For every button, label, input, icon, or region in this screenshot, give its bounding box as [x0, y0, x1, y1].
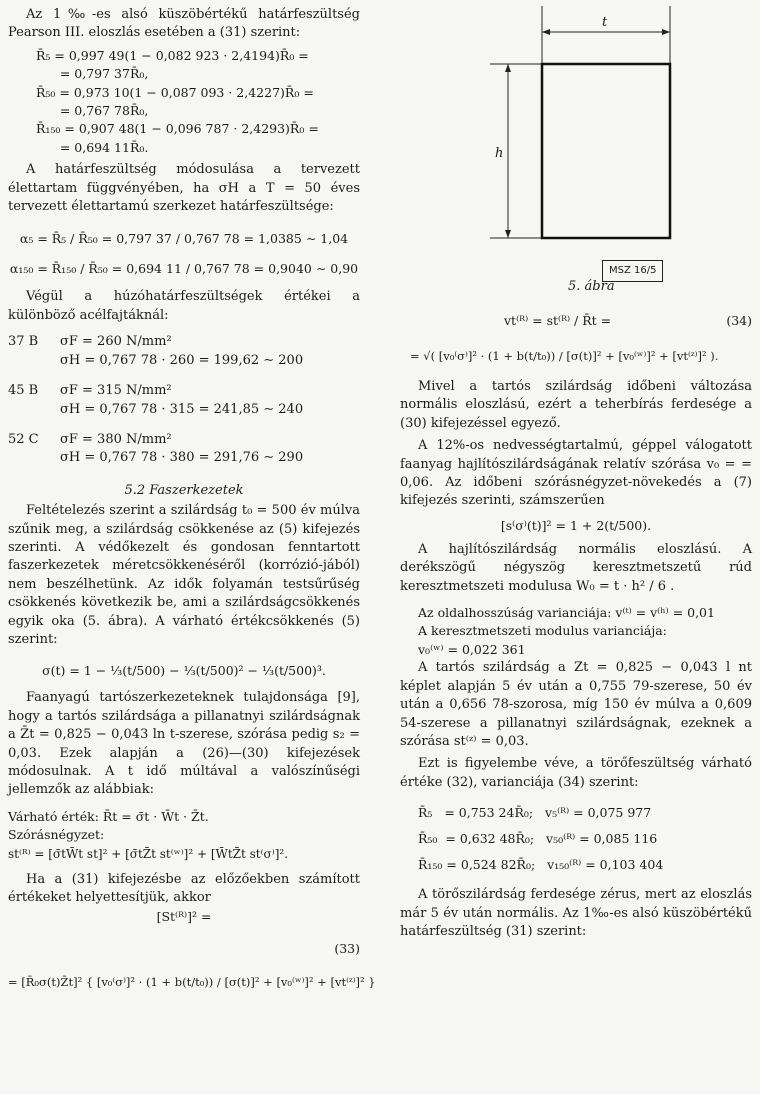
figure-5	[400, 0, 752, 300]
cross-section-diagram	[400, 0, 752, 300]
steel-row	[8, 333, 360, 370]
figure-caption: 5. ábra	[568, 279, 615, 294]
equation-number: (34)	[726, 313, 752, 328]
equation-34-lhs: vt⁽ᴿ⁾ = st⁽ᴿ⁾ / R̄t =	[504, 313, 612, 328]
paragraph: Végül a húzóhatárfeszültségek értékei a különböző acélfajtáknál:	[8, 289, 360, 323]
left-column	[8, 0, 376, 991]
modulus-variance-value: v₀⁽ʷ⁾ = 0,022 361	[418, 641, 526, 657]
cross-section-rectangle	[542, 64, 670, 238]
arrow-head	[662, 29, 670, 35]
paragraph: Feltételezés szerint a szilárdság t₀ = 500 év múlva szűnik meg, a szilárdság csökkenése az (5) kifejezés szerinti. A védőkezelt és gondosan fenntartott faszerkezetek méretcsökkenéséről (korrózió-jából) nem beszélhetünk. Az idők folyamán testsűrűség csökkenés következik be, ami a szilárdságcsökkenés egyik oka (5. ábra). A várható értékcsökkenés (5) szerint:	[8, 503, 360, 647]
section-heading: 5.2 Faszerkezetek	[124, 482, 244, 498]
standard-tag: MSZ 16/5	[602, 260, 663, 282]
paragraph: Faanyagú tartószerkezeteknek tulajdonsága [9], hogy a tartós szilárdsága a pillanatnyi szilárdságnak a Z̄t = 0,825 − 0,043 ln t-szerese, szórása pedig s₂ = 0,03. Ezek alapján a (26)—(30) kifejezések módosulnak. A t idő múltával a valószínűségi jellemzők az alábbiak:	[8, 690, 360, 798]
steel-row	[8, 382, 360, 419]
label-t: t	[602, 15, 608, 30]
label-h: h	[495, 146, 504, 161]
equation-line: = 0,797 37R̄₀,	[36, 66, 149, 82]
steel-line: σH = 0,767 78 · 380 = 291,76 ∼ 290	[60, 450, 304, 466]
steel-grade: 37 B	[8, 334, 39, 350]
right-column	[400, 0, 752, 941]
result-line: R̄₅ = 0,753 24R̄₀; v₅⁽ᴿ⁾ = 0,075 977	[418, 805, 652, 821]
steel-row	[8, 431, 360, 468]
intro-paragraph: Az 1‰-es alsó küszöbértékű határfeszültség Pearson III. eloszlás esetében a (31) szerint:	[8, 7, 360, 41]
arrow-head	[542, 29, 550, 35]
paragraph: Ha a (31) kifejezésbe az előzőekben számított értékeket helyettesítjük, akkor	[8, 872, 360, 906]
steel-line: σH = 0,767 78 · 260 = 199,62 ∼ 200	[60, 352, 304, 368]
paragraph: A hajlítószilárdság normális eloszlású. A derékszögű négyszög keresztmetszetű rúd keresztmetszeti modulusa W₀ = t · h² / 6 .	[400, 541, 752, 594]
equation-line: R̄₅ = 0,997 49(1 − 0,082 923 · 2,4194)R̄₀ =	[36, 47, 309, 63]
st-equation: [St⁽ᴿ⁾]² =	[156, 908, 212, 924]
sigma-equation: σ(t) = 1 − ⅓(t/500) − ⅓(t/500)² − ⅓(t/500)³.	[42, 663, 326, 679]
steel-grade: 45 B	[8, 383, 39, 399]
s-variance-equation: [s⁽σ⁾(t)]² = 1 + 2(t/500).	[500, 517, 652, 533]
result-line: R̄₅₀ = 0,632 48R̄₀; v₅₀⁽ᴿ⁾ = 0,085 116	[418, 831, 658, 847]
steel-line: σH = 0,767 78 · 315 = 241,85 ∼ 240	[60, 401, 304, 417]
paragraph: A törőszilárdság ferdesége zérus, mert az eloszlás már 5 év után normális. Az 1‰-es alsó küszöbértékű határfeszültség (31) szerint:	[400, 887, 752, 939]
alpha150-equation: α₁₅₀ = R̄₁₅₀ / R̄₅₀ = 0,694 11 / 0,767 78 = 0,9040 ∼ 0,90	[9, 261, 359, 277]
variance-equation: st⁽ᴿ⁾ = [σ̄tW̄t st]² + [σ̄tZ̄t st⁽ʷ⁾]² + [W̄tZ̄t st⁽σ⁾]².	[8, 846, 289, 861]
side-variance: Az oldalhosszúság varianciája: v⁽ᵗ⁾ = v⁽ʰ⁾ = 0,01	[418, 605, 715, 621]
results-block	[400, 800, 752, 878]
r-equations	[8, 47, 360, 157]
paragraph: Mivel a tartós szilárdság időbeni változása normális eloszlású, ezért a teherbírás ferdesége a (30) kifejezéssel egyező.	[400, 379, 752, 431]
equation-34-rhs: = √( [v₀⁽σ⁾]² · (1 + b(t/t₀)) / [σ(t)]² + [v₀⁽ʷ⁾]² + [vt⁽ᶻ⁾]² ).	[410, 349, 719, 363]
equation-line: R̄₅₀ = 0,973 10(1 − 0,087 093 · 2,4227)R̄₀ =	[36, 84, 314, 100]
equation-line: = 0,767 78R̄₀,	[36, 103, 149, 119]
steel-line: σF = 315 N/mm²	[60, 383, 172, 399]
alpha5-equation: α₅ = R̄₅ / R̄₅₀ = 0,797 37 / 0,767 78 = 1,0385 ∼ 1,04	[19, 231, 349, 247]
steel-grade: 52 C	[8, 431, 39, 447]
equation-line: R̄₁₅₀ = 0,907 48(1 − 0,096 787 · 2,4293)R̄₀ =	[36, 121, 319, 137]
paragraph: A tartós szilárdság a Zt = 0,825 − 0,043 l nt képlet alapján 5 év után a 0,755 79-szerese, 50 év után a 0,656 78-szorosa, míg 150 év múlva a 0,609 54-szerese a pillanatnyi szilárdságnak, ezeknek a szórása st⁽ᶻ⁾ = 0,03.	[400, 660, 752, 749]
paragraph: A 12%-os nedvességtartalmú, géppel válogatott faanyag hajlítószilárdságának relatív szórása v₀ = = 0,06. Az időbeni szórásnégyzet-növekedés a (7) kifejezés szerinti, számszerűen	[400, 438, 752, 509]
steel-line: σF = 380 N/mm²	[60, 431, 172, 447]
steel-line: σF = 260 N/mm²	[60, 334, 172, 350]
arrow-head	[505, 64, 511, 72]
equation-line: = 0,694 11R̄₀.	[36, 139, 149, 155]
equation-number: (33)	[334, 941, 360, 957]
equation-34-head	[400, 300, 752, 338]
arrow-head	[505, 230, 511, 238]
equation-33: = [R̄₀σ(t)Z̄t]² { [v₀⁽σ⁾]² · (1 + b(t/t₀)) / [σ(t)]² + [v₀⁽ʷ⁾]² + [vt⁽ᶻ⁾]² }	[8, 974, 376, 989]
expected-value-equation: Várható érték: R̄t = σ̄t · W̄t · Z̄t.	[8, 808, 209, 824]
result-line: R̄₁₅₀ = 0,524 82R̄₀; v₁₅₀⁽ᴿ⁾ = 0,103 404	[418, 857, 664, 873]
paragraph: A határfeszültség módosulása a tervezett élettartam függvényében, ha σH a T = 50 éves tervezett élettartamú szerkezet határfeszültsége:	[8, 162, 360, 215]
paragraph: Ezt is figyelembe véve, a törőfeszültség várható értéke (32), varianciája (34) szerint:	[400, 756, 752, 790]
modulus-variance-label: A keresztmetszeti modulus varianciája:	[418, 623, 667, 639]
variance-label: Szórásnégyzet:	[8, 827, 105, 843]
